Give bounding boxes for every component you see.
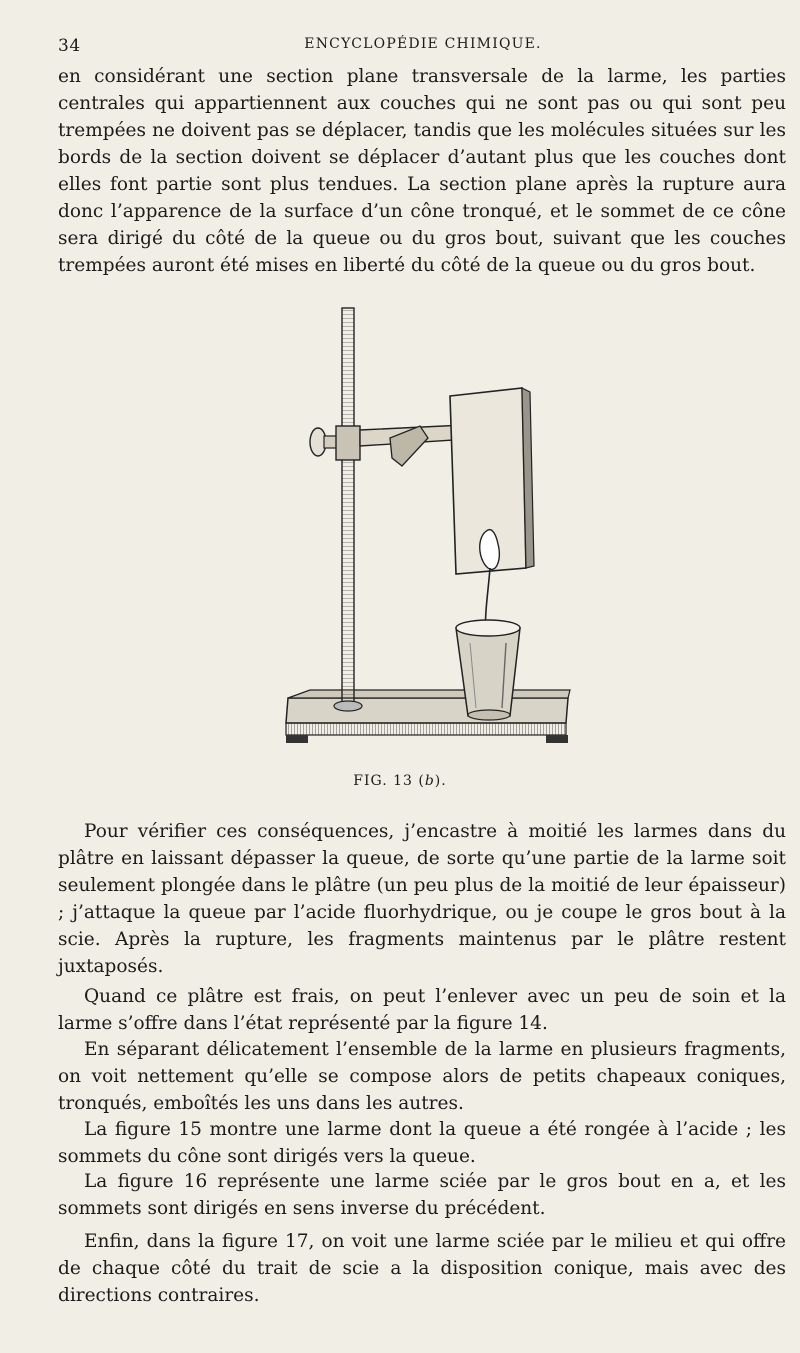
paragraph-1: en considérant une section plane transversale de la larme, les parties centrales qui appartiennent aux couches qui ne sont pas ou qui sont peu trempées ne doivent pas se déplacer, tandis que les molécules situées sur les bords de la section doivent se déplacer d’autant plus que les couches dont elles font partie sont plus tendues. La section plane après la rupture aura donc l’apparence de la surface d’un cône tronqué, et le sommet de ce cône sera dirigé du côté de la queue ou du gros bout, suivant que les couches trempées auront été mises en liberté du côté de la queue ou du gros bout. <box>58 66 786 276</box>
caption-letter: b <box>424 773 435 789</box>
stand-base <box>286 690 570 743</box>
paragraph-4: En séparant délicatement l’ensemble de la larme en plusieurs fragments, on voit nettement qu’elle se compose alors de petits chapeaux coniques, tronqués, emboîtés les uns dans les autres. <box>58 1039 786 1114</box>
caption-suffix: ). <box>434 773 447 789</box>
page-number: 34 <box>58 36 81 56</box>
page-header <box>58 34 788 58</box>
stand-rod <box>334 308 362 711</box>
paragraph-3: Quand ce plâtre est frais, on peut l’enlever avec un peu de soin et la larme s’offre dans l’état représenté par la figure 14. <box>58 986 786 1034</box>
caption-prefix: FIG. 13 ( <box>353 773 425 789</box>
figure-13b-illustration <box>270 298 590 768</box>
running-title: ENCYCLOPÉDIE CHIMIQUE. <box>304 36 542 52</box>
paragraph-7: Enfin, dans la figure 17, on voit une larme sciée par le milieu et qui offre de chaque côté du trait de scie a la disposition conique, mais avec des directions contraires. <box>58 1231 786 1306</box>
paragraph-6: La figure 16 représente une larme sciée par le gros bout en a, et les sommets sont dirigés en sens inverse du précédent. <box>58 1171 786 1219</box>
figure-caption <box>0 773 800 789</box>
paragraph-5: La figure 15 montre une larme dont la queue a été rongée à l’acide ; les sommets du cône sont dirigés vers la queue. <box>58 1119 786 1167</box>
paragraph-2: Pour vérifier ces conséquences, j’encastre à moitié les larmes dans du plâtre en laissant dépasser la queue, de sorte qu’une partie de la larme soit seulement plongée dans le plâtre (un peu plus de la moitié de leur épaisseur) ; j’attaque la queue par l’acide fluorhydrique, ou je coupe le gros bout à la scie. Après la rupture, les fragments maintenus par le plâtre restent juxtaposés. <box>58 821 786 977</box>
